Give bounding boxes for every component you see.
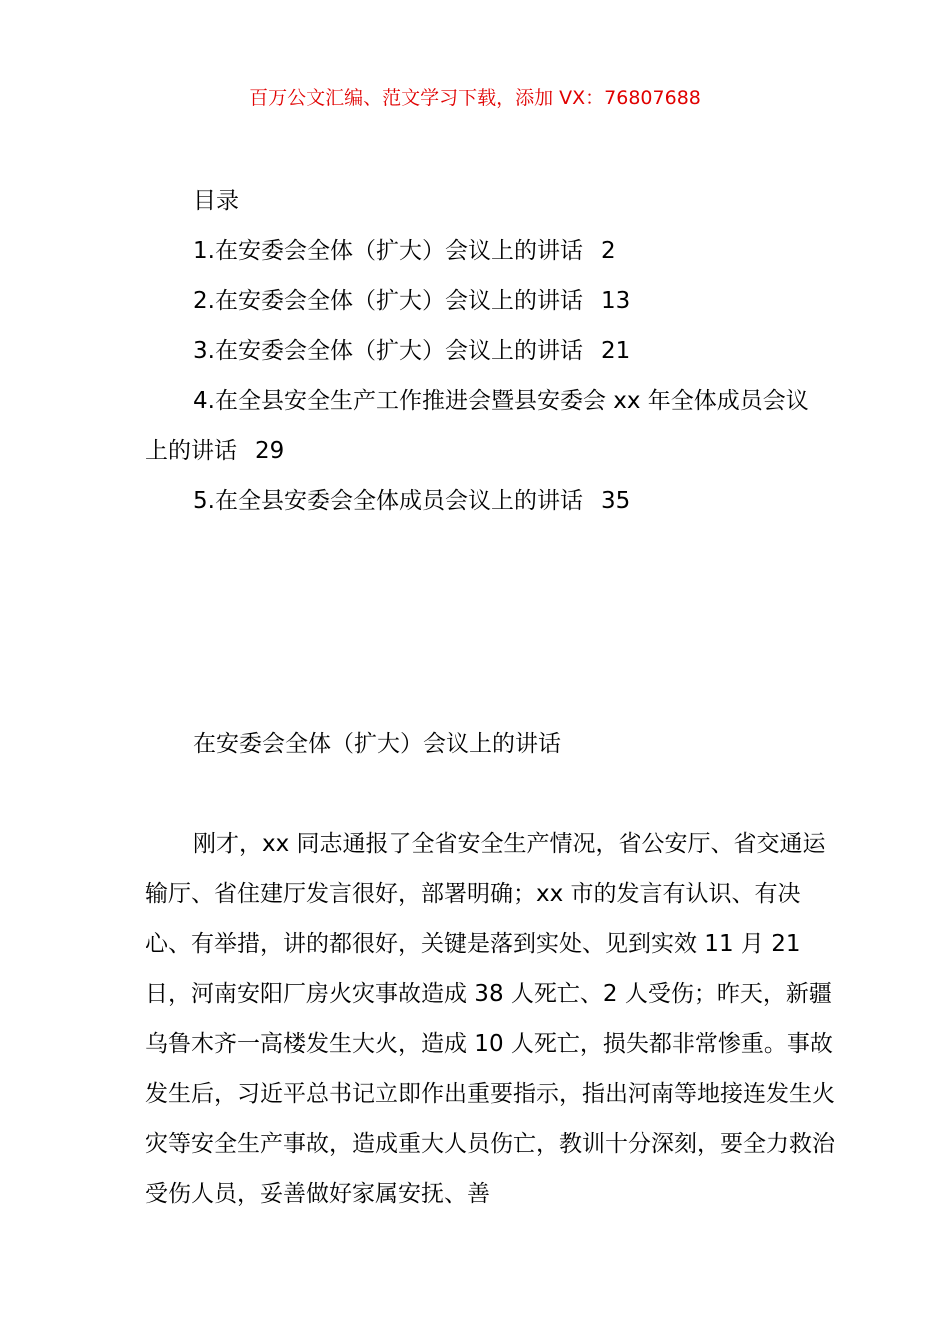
toc-title: 目录 bbox=[193, 188, 239, 214]
toc-item-label: 5.在全县安委会全体成员会议上的讲话 bbox=[193, 488, 583, 514]
toc-item bbox=[145, 326, 815, 376]
toc-item-page: 35 bbox=[600, 488, 631, 514]
toc-item-page: 21 bbox=[600, 338, 631, 364]
toc-item-page: 13 bbox=[600, 288, 631, 314]
toc-item-page: 29 bbox=[255, 438, 285, 464]
toc-item-label: 2.在安委会全体（扩大）会议上的讲话 bbox=[193, 288, 583, 314]
header-banner: 百万公文汇编、范文学习下载，添加 VX：76807688 bbox=[249, 87, 701, 109]
toc-item bbox=[145, 376, 815, 476]
toc-item-label: 4.在全县安全生产工作推进会暨县安委会 xx 年全体成员会议上的讲话 bbox=[145, 388, 809, 464]
toc-item bbox=[145, 476, 815, 526]
table-of-contents bbox=[145, 176, 815, 526]
body-paragraph: 刚才，xx 同志通报了全省安全生产情况，省公安厅、省交通运输厅、省住建厅发言很好，部署明确；xx 市的发言有认识、有决心、有举措，讲的都很好，关键是落到实处、见到实效 11 月 21 日，河南安阳厂房火灾事故造成 38 人死亡、2 人受伤；昨天，新疆乌鲁木齐一高楼发生大火，造成 10 人死亡，损失都非常惨重。事故发生后，习近平总书记立即作出重要指示，指出河南等地接连发生火灾等安全生产事故，造成重大人员伤亡，教训十分深刻，要全力救治受伤人员，妥善做好家属安抚、善 bbox=[145, 831, 835, 1207]
toc-item-label: 1.在安委会全体（扩大）会议上的讲话 bbox=[193, 238, 583, 264]
toc-item bbox=[145, 226, 815, 276]
toc-item-page: 2 bbox=[600, 238, 616, 264]
toc-item bbox=[145, 276, 815, 326]
section-title: 在安委会全体（扩大）会议上的讲话 bbox=[193, 731, 561, 757]
toc-item-label: 3.在安委会全体（扩大）会议上的讲话 bbox=[193, 338, 583, 364]
